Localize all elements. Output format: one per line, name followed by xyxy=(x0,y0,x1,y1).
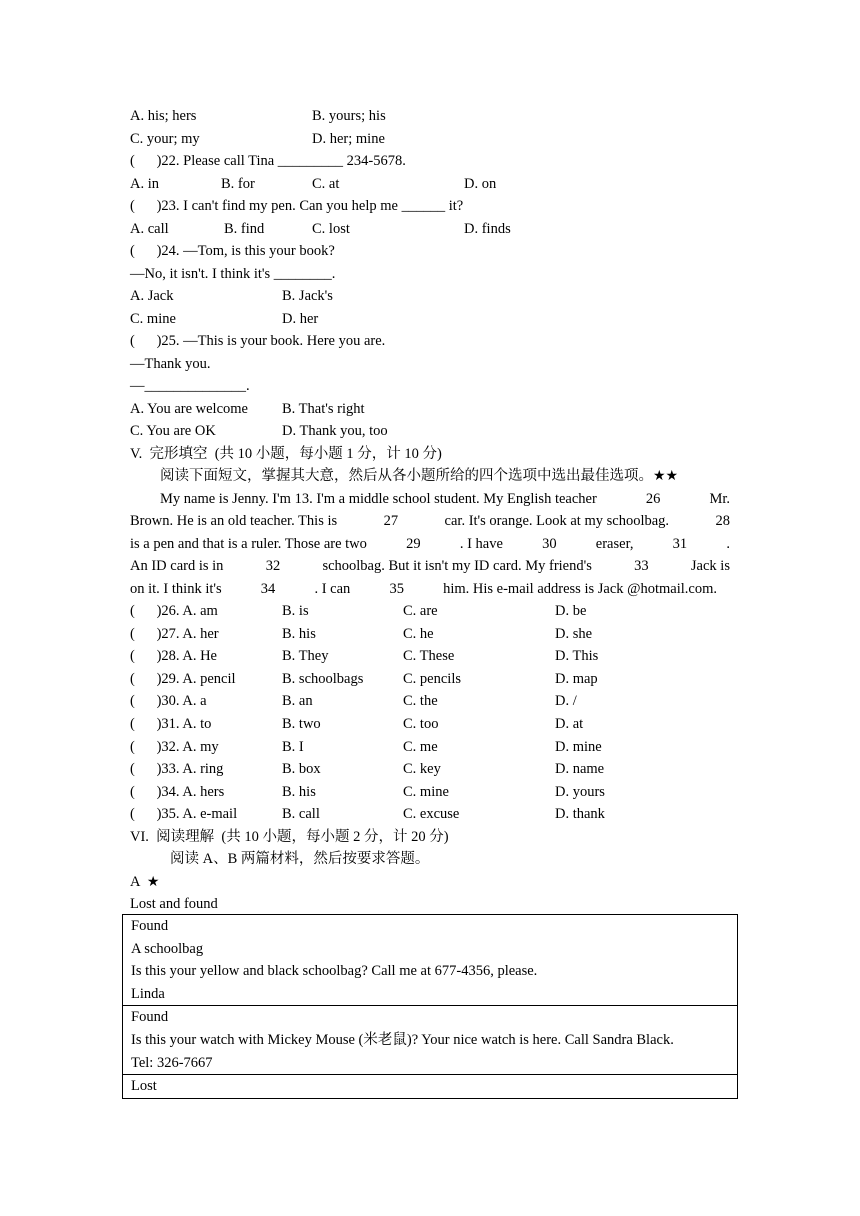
cloze-question-option-d: D. at xyxy=(555,716,584,732)
blank-number: 30 xyxy=(542,536,557,552)
passage-text: eraser, xyxy=(595,536,634,552)
q23-option-c: C. lost xyxy=(312,221,350,237)
cloze-question-option-a: ( )35. A. e-mail xyxy=(130,806,238,823)
lost-and-found-table xyxy=(122,914,738,1099)
cloze-question-option-a: ( )31. A. to xyxy=(130,716,212,732)
cloze-question-option-b: B. is xyxy=(282,603,309,619)
q24-option-b: B. Jack's xyxy=(282,288,333,304)
q25-option-c: C. You are OK xyxy=(130,423,216,439)
cloze-question-option-b: B. his xyxy=(282,625,316,642)
notice-line: Is this your yellow and black schoolbag? Call me at 677-4356, please. xyxy=(131,963,538,980)
passage-text: . I have xyxy=(459,536,503,552)
difficulty-stars-icon: ★★ xyxy=(653,468,679,484)
cloze-question-option-a: ( )34. A. hers xyxy=(130,783,225,800)
passage-text: Brown. He is an old teacher. This is xyxy=(130,513,338,529)
q23-option-a: A. call xyxy=(130,221,169,237)
passage-text: car. It's orange. Look at my schoolbag. xyxy=(444,513,670,529)
cloze-question-option-a: ( )33. A. ring xyxy=(130,761,224,778)
passage-line-5 xyxy=(130,578,717,600)
cloze-question-option-b: B. box xyxy=(282,761,321,778)
section6-heading: VI. 阅读理解 (共 10 小题，每小题 2 分，计 20 分) xyxy=(130,829,449,845)
cloze-question-option-d: D. thank xyxy=(555,806,605,823)
notice-row xyxy=(123,1075,738,1099)
notice-line: Found xyxy=(131,918,169,934)
cloze-question-option-c: C. the xyxy=(403,693,438,710)
passage-line-4 xyxy=(130,555,730,577)
passage-text: schoolbag. But it isn't my ID card. My friend's xyxy=(322,558,592,574)
cloze-question-option-a: ( )28. A. He xyxy=(130,648,217,665)
notice-line: Is this your watch with Mickey Mouse (米老鼠)? Your nice watch is here. Call Sandra Black. xyxy=(131,1031,674,1048)
cloze-question-option-c: C. mine xyxy=(403,783,449,800)
blank-number: 28 xyxy=(715,513,730,529)
notice-line: Linda xyxy=(131,985,165,1002)
cloze-question-option-b: B. an xyxy=(282,693,313,710)
q25-option-b: B. That's right xyxy=(282,401,365,417)
cloze-question-option-b: B. his xyxy=(282,783,316,800)
q24-option-a: A. Jack xyxy=(130,288,174,304)
cloze-question-option-c: C. are xyxy=(403,603,438,619)
cloze-question-option-c: C. he xyxy=(403,625,434,642)
passage-line-3 xyxy=(130,533,730,555)
q25-stem: ( )25. —This is your book. Here you are. xyxy=(130,333,386,349)
notice-cell xyxy=(123,915,738,1006)
cloze-question-option-c: C. excuse xyxy=(403,806,460,823)
part-a-label: A xyxy=(130,874,140,890)
q22-option-b: B. for xyxy=(221,176,255,192)
q25-line3: —______________. xyxy=(130,378,250,394)
lost-and-found-title: Lost and found xyxy=(130,896,218,912)
q24-line2: —No, it isn't. I think it's ________. xyxy=(130,266,336,282)
blank-number: 33 xyxy=(634,558,649,574)
cloze-question-option-c: C. me xyxy=(403,738,438,755)
section5-instruction-line xyxy=(160,465,678,487)
cloze-question-option-d: D. she xyxy=(555,625,593,642)
q21-option-a: A. his; hers xyxy=(130,108,197,124)
q21-option-b: B. yours; his xyxy=(312,108,386,124)
q25-line2: —Thank you. xyxy=(130,356,211,372)
cloze-question-option-d: D. / xyxy=(555,693,577,710)
notice-cell xyxy=(123,1075,738,1099)
cloze-question-option-b: B. call xyxy=(282,806,320,823)
cloze-question-option-d: D. map xyxy=(555,670,598,687)
passage-text: My name is Jenny. I'm 13. I'm a middle school student. My English teacher xyxy=(160,491,597,507)
part-a-label-line xyxy=(130,871,159,893)
cloze-question-option-a: ( )29. A. pencil xyxy=(130,670,236,687)
cloze-question-option-a: ( )26. A. am xyxy=(130,603,218,619)
blank-number: 29 xyxy=(406,536,421,552)
passage-text: is a pen and that is a ruler. Those are two xyxy=(130,536,367,552)
blank-number: 27 xyxy=(383,513,399,529)
cloze-question-option-d: D. name xyxy=(555,761,605,778)
q23-option-d: D. finds xyxy=(464,221,511,237)
q22-option-d: D. on xyxy=(464,176,497,192)
q25-option-a: A. You are welcome xyxy=(130,401,248,417)
cloze-question-option-d: D. This xyxy=(555,648,599,665)
cloze-question-option-d: D. be xyxy=(555,603,587,619)
cloze-question-option-b: B. I xyxy=(282,738,304,755)
cloze-question-option-a: ( )30. A. a xyxy=(130,693,207,710)
cloze-question-option-c: C. too xyxy=(403,716,439,732)
blank-number: 34 xyxy=(260,581,276,597)
cloze-question-option-a: ( )32. A. my xyxy=(130,738,219,755)
passage-text: on it. I think it's xyxy=(130,581,222,597)
notice-line: Lost xyxy=(131,1078,157,1095)
passage-line-1 xyxy=(160,488,730,510)
q25-option-d: D. Thank you, too xyxy=(282,423,388,439)
section5-instruction: 阅读下面短文，掌握其大意，然后从各小题所给的四个选项中选出最佳选项。 xyxy=(160,468,653,484)
passage-text: him. His e-mail address is Jack @hotmail.com. xyxy=(443,581,717,597)
cloze-question-option-c: C. These xyxy=(403,648,455,665)
passage-text: Mr. xyxy=(709,491,730,507)
q24-option-d: D. her xyxy=(282,311,319,327)
cloze-question-option-a: ( )27. A. her xyxy=(130,625,219,642)
q22-option-a: A. in xyxy=(130,176,159,192)
passage-line-2 xyxy=(130,510,730,532)
notice-line: Found xyxy=(131,1009,169,1026)
passage-text: An ID card is in xyxy=(130,558,224,574)
section5-heading: V. 完形填空 (共 10 小题，每小题 1 分，计 10 分) xyxy=(130,446,442,462)
q22-option-c: C. at xyxy=(312,176,340,192)
notice-cell xyxy=(123,1006,738,1075)
cloze-question-option-b: B. two xyxy=(282,716,321,732)
notice-line: Tel: 326-7667 xyxy=(131,1054,213,1071)
notice-row xyxy=(123,1006,738,1075)
cloze-question-option-d: D. yours xyxy=(555,783,605,800)
passage-text: . I can xyxy=(314,581,351,597)
q22-stem: ( )22. Please call Tina _________ 234-5678. xyxy=(130,153,406,169)
q24-stem: ( )24. —Tom, is this your book? xyxy=(130,243,335,259)
q21-option-d: D. her; mine xyxy=(312,131,385,147)
cloze-question-option-b: B. schoolbags xyxy=(282,670,364,687)
section6-instruction: 阅读 A、B 两篇材料，然后按要求答题。 xyxy=(170,851,430,867)
cloze-question-option-c: C. key xyxy=(403,761,441,778)
blank-number: 35 xyxy=(389,581,404,597)
cloze-question-option-c: C. pencils xyxy=(403,670,461,687)
q21-option-c: C. your; my xyxy=(130,131,200,147)
notice-row xyxy=(123,915,738,1006)
cloze-question-option-b: B. They xyxy=(282,648,329,665)
blank-number: 32 xyxy=(265,558,281,574)
q24-option-c: C. mine xyxy=(130,311,176,327)
notice-line: A schoolbag xyxy=(131,940,204,957)
q23-stem: ( )23. I can't find my pen. Can you help me ______ it? xyxy=(130,198,464,214)
passage-text: Jack is xyxy=(690,558,730,574)
difficulty-star-icon: ★ xyxy=(146,874,160,890)
cloze-question-option-d: D. mine xyxy=(555,738,602,755)
passage-text: . xyxy=(726,536,730,552)
q23-option-b: B. find xyxy=(224,221,265,237)
blank-number: 31 xyxy=(672,536,688,552)
blank-number: 26 xyxy=(645,491,661,507)
